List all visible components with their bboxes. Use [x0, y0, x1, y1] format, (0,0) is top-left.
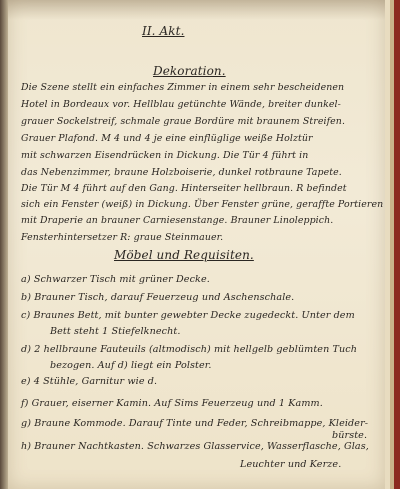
decoration-line: Hotel in Bordeaux vor. Hellblau getünchte Wände, breiter dunkel- [21, 99, 341, 110]
props-item-label: b) [21, 292, 32, 303]
props-item-text: Braunes Bett, mit bunter gewebter Decke zugedeckt. Unter dem [33, 310, 355, 321]
decoration-line: Die Tür M 4 führt auf den Gang. Hinterseiter hellbraun. R befindet [21, 183, 347, 194]
props-item-continuation: Bett steht 1 Stiefelknecht. [50, 326, 181, 337]
decoration-line: Grauer Plafond. M 4 und 4 je eine einflüglige weiße Holztür [21, 133, 313, 144]
props-item-text: Brauner Nachtkasten. Schwarzes Glasservice, Wasserflasche, Glas, [34, 441, 369, 452]
props-item [21, 292, 294, 303]
decoration-heading: Dekoration. [153, 64, 226, 78]
act-heading: II. Akt. [142, 24, 185, 38]
props-item-label: g) [21, 418, 32, 429]
props-item-label: c) [21, 310, 31, 321]
props-item [21, 418, 368, 429]
props-item-label: h) [21, 441, 32, 452]
props-item-text: Brauner Tisch, darauf Feuerzeug und Aschenschale. [34, 292, 295, 303]
props-item-text: Grauer, eiserner Kamin. Auf Sims Feuerzeug und 1 Kamm. [31, 398, 323, 409]
decoration-line: mit schwarzen Eisendrücken in Dickung. Die Tür 4 führt in [21, 150, 309, 161]
manuscript-page [8, 0, 385, 489]
props-item [21, 274, 210, 285]
props-item-text: 4 Stühle, Garnitur wie d. [33, 376, 158, 387]
decoration-line: mit Draperie an brauner Carniesenstange. Brauner Linoleppich. [21, 215, 334, 226]
props-item [21, 310, 355, 321]
props-item-continuation: Leuchter und Kerze. [240, 459, 342, 470]
decoration-line: grauer Sockelstreif, schmale graue Bordüre mit braunem Streifen. [21, 116, 346, 127]
props-heading: Möbel und Requisiten. [114, 248, 254, 262]
props-item [21, 441, 369, 452]
props-item-continuation: bezogen. Auf d) liegt ein Polster. [50, 360, 212, 371]
props-item-text: Braune Kommode. Darauf Tinte und Feder, Schreibmappe, Kleider- [34, 418, 369, 429]
decoration-line: das Nebenzimmer, braune Holzboiserie, dunkel rotbraune Tapete. [21, 167, 342, 178]
props-item [21, 344, 357, 355]
props-item-label: a) [21, 274, 31, 285]
props-item [21, 376, 157, 387]
decoration-line: Fensterhintersetzer R: graue Steinmauer. [21, 232, 224, 243]
props-item-label: e) [21, 376, 31, 387]
props-item [21, 398, 323, 409]
decoration-line: Die Szene stellt ein einfaches Zimmer in einem sehr bescheidenen [21, 82, 345, 93]
props-item-label: d) [21, 344, 32, 355]
props-item-text: Schwarzer Tisch mit grüner Decke. [33, 274, 210, 285]
decoration-line: sich ein Fenster (weiß) in Dickung. Über Fenster grüne, geraffte Portieren [21, 199, 384, 210]
props-item-text: 2 hellbraune Fauteuils (altmodisch) mit hellgelb geblümten Tuch [34, 344, 358, 355]
props-item-continuation: bürste. [332, 430, 368, 441]
props-item-label: f) [21, 398, 29, 409]
